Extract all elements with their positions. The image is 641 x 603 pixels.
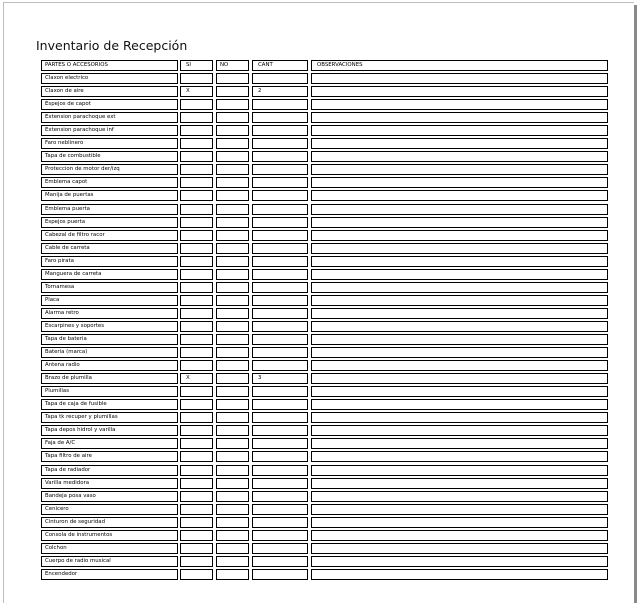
part-cell: Faro pirata bbox=[41, 256, 178, 267]
part-cell: Extension parachoque inf bbox=[41, 125, 178, 136]
cant-cell bbox=[252, 256, 308, 267]
no-cell bbox=[216, 425, 249, 436]
no-cell bbox=[216, 478, 249, 489]
observaciones-cell bbox=[311, 269, 608, 280]
si-cell bbox=[180, 399, 213, 410]
observaciones-cell bbox=[311, 256, 608, 267]
part-cell: Emblema puerta bbox=[41, 204, 178, 215]
cant-cell bbox=[252, 125, 308, 136]
no-cell bbox=[216, 243, 249, 254]
part-cell: Tapa depos hidrol y varilla bbox=[41, 425, 178, 436]
si-cell bbox=[180, 177, 213, 188]
observaciones-cell bbox=[311, 465, 608, 476]
si-cell bbox=[180, 334, 213, 345]
no-cell bbox=[216, 543, 249, 554]
header-parts: PARTES O ACCESORIOS bbox=[41, 60, 178, 71]
observaciones-cell bbox=[311, 321, 608, 332]
observaciones-cell bbox=[311, 151, 608, 162]
no-cell bbox=[216, 504, 249, 515]
cant-cell bbox=[252, 151, 308, 162]
cant-cell bbox=[252, 478, 308, 489]
page-title: Inventario de Recepción bbox=[36, 38, 188, 53]
no-cell bbox=[216, 295, 249, 306]
part-cell: Antena radio bbox=[41, 360, 178, 371]
part-cell: Cinturon de seguridad bbox=[41, 517, 178, 528]
si-cell bbox=[180, 138, 213, 149]
si-cell bbox=[180, 478, 213, 489]
cant-cell bbox=[252, 491, 308, 502]
cant-cell bbox=[252, 334, 308, 345]
header-observaciones: OBSERVACIONES bbox=[311, 60, 608, 71]
no-cell bbox=[216, 517, 249, 528]
part-cell: Varilla medidora bbox=[41, 478, 178, 489]
part-cell: Manija de puertas bbox=[41, 190, 178, 201]
cant-cell bbox=[252, 569, 308, 580]
observaciones-cell bbox=[311, 373, 608, 384]
si-cell bbox=[180, 438, 213, 449]
cant-cell bbox=[252, 517, 308, 528]
no-cell bbox=[216, 99, 249, 110]
part-cell: Cable de carreta bbox=[41, 243, 178, 254]
no-cell bbox=[216, 465, 249, 476]
document-page bbox=[3, 2, 634, 603]
si-cell bbox=[180, 543, 213, 554]
part-cell: Proteccion de motor der/izq bbox=[41, 164, 178, 175]
observaciones-cell bbox=[311, 530, 608, 541]
observaciones-cell bbox=[311, 517, 608, 528]
part-cell: Escarpines y soportes bbox=[41, 321, 178, 332]
cant-cell bbox=[252, 230, 308, 241]
observaciones-cell bbox=[311, 177, 608, 188]
no-cell bbox=[216, 569, 249, 580]
no-cell bbox=[216, 125, 249, 136]
observaciones-cell bbox=[311, 386, 608, 397]
no-cell bbox=[216, 217, 249, 228]
cant-cell bbox=[252, 73, 308, 84]
no-cell bbox=[216, 412, 249, 423]
si-cell bbox=[180, 73, 213, 84]
no-cell bbox=[216, 138, 249, 149]
no-cell bbox=[216, 151, 249, 162]
observaciones-cell bbox=[311, 230, 608, 241]
observaciones-cell bbox=[311, 204, 608, 215]
part-cell: Espejos de capot bbox=[41, 99, 178, 110]
observaciones-cell bbox=[311, 556, 608, 567]
si-cell bbox=[180, 112, 213, 123]
part-cell: Alarma retro bbox=[41, 308, 178, 319]
part-cell: Tapa tk recuper y plumillas bbox=[41, 412, 178, 423]
header-si: SI bbox=[180, 60, 213, 71]
si-cell bbox=[180, 491, 213, 502]
si-cell bbox=[180, 530, 213, 541]
si-cell bbox=[180, 190, 213, 201]
si-cell bbox=[180, 465, 213, 476]
observaciones-cell bbox=[311, 112, 608, 123]
si-cell bbox=[180, 99, 213, 110]
si-cell bbox=[180, 504, 213, 515]
si-cell bbox=[180, 386, 213, 397]
si-cell bbox=[180, 451, 213, 462]
no-cell bbox=[216, 282, 249, 293]
cant-cell bbox=[252, 282, 308, 293]
no-cell bbox=[216, 530, 249, 541]
si-cell bbox=[180, 230, 213, 241]
no-cell bbox=[216, 399, 249, 410]
no-cell bbox=[216, 73, 249, 84]
si-cell bbox=[180, 412, 213, 423]
part-cell: Tapa de caja de fusible bbox=[41, 399, 178, 410]
observaciones-cell bbox=[311, 164, 608, 175]
part-cell: Espejos puerta bbox=[41, 217, 178, 228]
no-cell bbox=[216, 347, 249, 358]
part-cell: Emblema capot bbox=[41, 177, 178, 188]
observaciones-cell bbox=[311, 73, 608, 84]
si-cell bbox=[180, 151, 213, 162]
no-cell bbox=[216, 373, 249, 384]
observaciones-cell bbox=[311, 295, 608, 306]
observaciones-cell bbox=[311, 217, 608, 228]
no-cell bbox=[216, 491, 249, 502]
no-cell bbox=[216, 190, 249, 201]
part-cell: Consola de instrumentos bbox=[41, 530, 178, 541]
cant-cell bbox=[252, 138, 308, 149]
observaciones-cell bbox=[311, 504, 608, 515]
si-cell bbox=[180, 321, 213, 332]
observaciones-cell bbox=[311, 399, 608, 410]
si-cell bbox=[180, 308, 213, 319]
cant-cell bbox=[252, 465, 308, 476]
part-cell: Colchon bbox=[41, 543, 178, 554]
part-cell: Tapa de combustible bbox=[41, 151, 178, 162]
no-cell bbox=[216, 556, 249, 567]
no-cell bbox=[216, 164, 249, 175]
si-cell: X bbox=[180, 373, 213, 384]
no-cell bbox=[216, 334, 249, 345]
cant-cell bbox=[252, 347, 308, 358]
si-cell bbox=[180, 256, 213, 267]
part-cell: Tapa de radiador bbox=[41, 465, 178, 476]
observaciones-cell bbox=[311, 334, 608, 345]
cant-cell bbox=[252, 451, 308, 462]
cant-cell bbox=[252, 269, 308, 280]
part-cell: Bateria (marca) bbox=[41, 347, 178, 358]
observaciones-cell bbox=[311, 478, 608, 489]
header-cant: CANT bbox=[252, 60, 308, 71]
si-cell: X bbox=[180, 86, 213, 97]
si-cell bbox=[180, 217, 213, 228]
part-cell: Tapa filtro de aire bbox=[41, 451, 178, 462]
part-cell: Plumillas bbox=[41, 386, 178, 397]
no-cell bbox=[216, 308, 249, 319]
cant-cell bbox=[252, 295, 308, 306]
observaciones-cell bbox=[311, 190, 608, 201]
si-cell bbox=[180, 556, 213, 567]
cant-cell bbox=[252, 556, 308, 567]
no-cell bbox=[216, 451, 249, 462]
cant-cell bbox=[252, 412, 308, 423]
observaciones-cell bbox=[311, 438, 608, 449]
cant-cell bbox=[252, 321, 308, 332]
observaciones-cell bbox=[311, 125, 608, 136]
no-cell bbox=[216, 204, 249, 215]
no-cell bbox=[216, 269, 249, 280]
si-cell bbox=[180, 125, 213, 136]
observaciones-cell bbox=[311, 425, 608, 436]
cant-cell bbox=[252, 217, 308, 228]
no-cell bbox=[216, 177, 249, 188]
cant-cell: 3 bbox=[252, 373, 308, 384]
observaciones-cell bbox=[311, 543, 608, 554]
cant-cell bbox=[252, 530, 308, 541]
part-cell: Cuerpo de radio musical bbox=[41, 556, 178, 567]
no-cell bbox=[216, 112, 249, 123]
si-cell bbox=[180, 243, 213, 254]
part-cell: Tapa de bateria bbox=[41, 334, 178, 345]
cant-cell bbox=[252, 425, 308, 436]
cant-cell bbox=[252, 177, 308, 188]
no-cell bbox=[216, 438, 249, 449]
observaciones-cell bbox=[311, 243, 608, 254]
si-cell bbox=[180, 164, 213, 175]
part-cell: Placa bbox=[41, 295, 178, 306]
si-cell bbox=[180, 204, 213, 215]
si-cell bbox=[180, 347, 213, 358]
cant-cell bbox=[252, 99, 308, 110]
si-cell bbox=[180, 517, 213, 528]
part-cell: Claxon electrico bbox=[41, 73, 178, 84]
part-cell: Faja de A/C bbox=[41, 438, 178, 449]
cant-cell bbox=[252, 543, 308, 554]
part-cell: Extension parachoque ext bbox=[41, 112, 178, 123]
cant-cell bbox=[252, 164, 308, 175]
part-cell: Claxon de aire bbox=[41, 86, 178, 97]
observaciones-cell bbox=[311, 360, 608, 371]
si-cell bbox=[180, 295, 213, 306]
part-cell: Brazo de plumilla bbox=[41, 373, 178, 384]
observaciones-cell bbox=[311, 86, 608, 97]
no-cell bbox=[216, 360, 249, 371]
part-cell: Cabezal de filtro racor bbox=[41, 230, 178, 241]
observaciones-cell bbox=[311, 491, 608, 502]
no-cell bbox=[216, 386, 249, 397]
cant-cell bbox=[252, 360, 308, 371]
no-cell bbox=[216, 256, 249, 267]
si-cell bbox=[180, 425, 213, 436]
header-no: NO bbox=[216, 60, 249, 71]
cant-cell bbox=[252, 386, 308, 397]
observaciones-cell bbox=[311, 569, 608, 580]
cant-cell bbox=[252, 438, 308, 449]
observaciones-cell bbox=[311, 99, 608, 110]
part-cell: Manguera de carreta bbox=[41, 269, 178, 280]
part-cell: Tornamesa bbox=[41, 282, 178, 293]
observaciones-cell bbox=[311, 308, 608, 319]
observaciones-cell bbox=[311, 451, 608, 462]
si-cell bbox=[180, 269, 213, 280]
cant-cell bbox=[252, 399, 308, 410]
cant-cell bbox=[252, 112, 308, 123]
cant-cell bbox=[252, 190, 308, 201]
no-cell bbox=[216, 321, 249, 332]
cant-cell bbox=[252, 308, 308, 319]
part-cell: Faro neblinero bbox=[41, 138, 178, 149]
observaciones-cell bbox=[311, 282, 608, 293]
observaciones-cell bbox=[311, 412, 608, 423]
part-cell: Encendedor bbox=[41, 569, 178, 580]
no-cell bbox=[216, 230, 249, 241]
cant-cell bbox=[252, 204, 308, 215]
cant-cell bbox=[252, 243, 308, 254]
si-cell bbox=[180, 569, 213, 580]
part-cell: Bandeja posa vaso bbox=[41, 491, 178, 502]
part-cell: Cenicero bbox=[41, 504, 178, 515]
cant-cell bbox=[252, 504, 308, 515]
cant-cell: 2 bbox=[252, 86, 308, 97]
si-cell bbox=[180, 282, 213, 293]
observaciones-cell bbox=[311, 347, 608, 358]
no-cell bbox=[216, 86, 249, 97]
si-cell bbox=[180, 360, 213, 371]
observaciones-cell bbox=[311, 138, 608, 149]
